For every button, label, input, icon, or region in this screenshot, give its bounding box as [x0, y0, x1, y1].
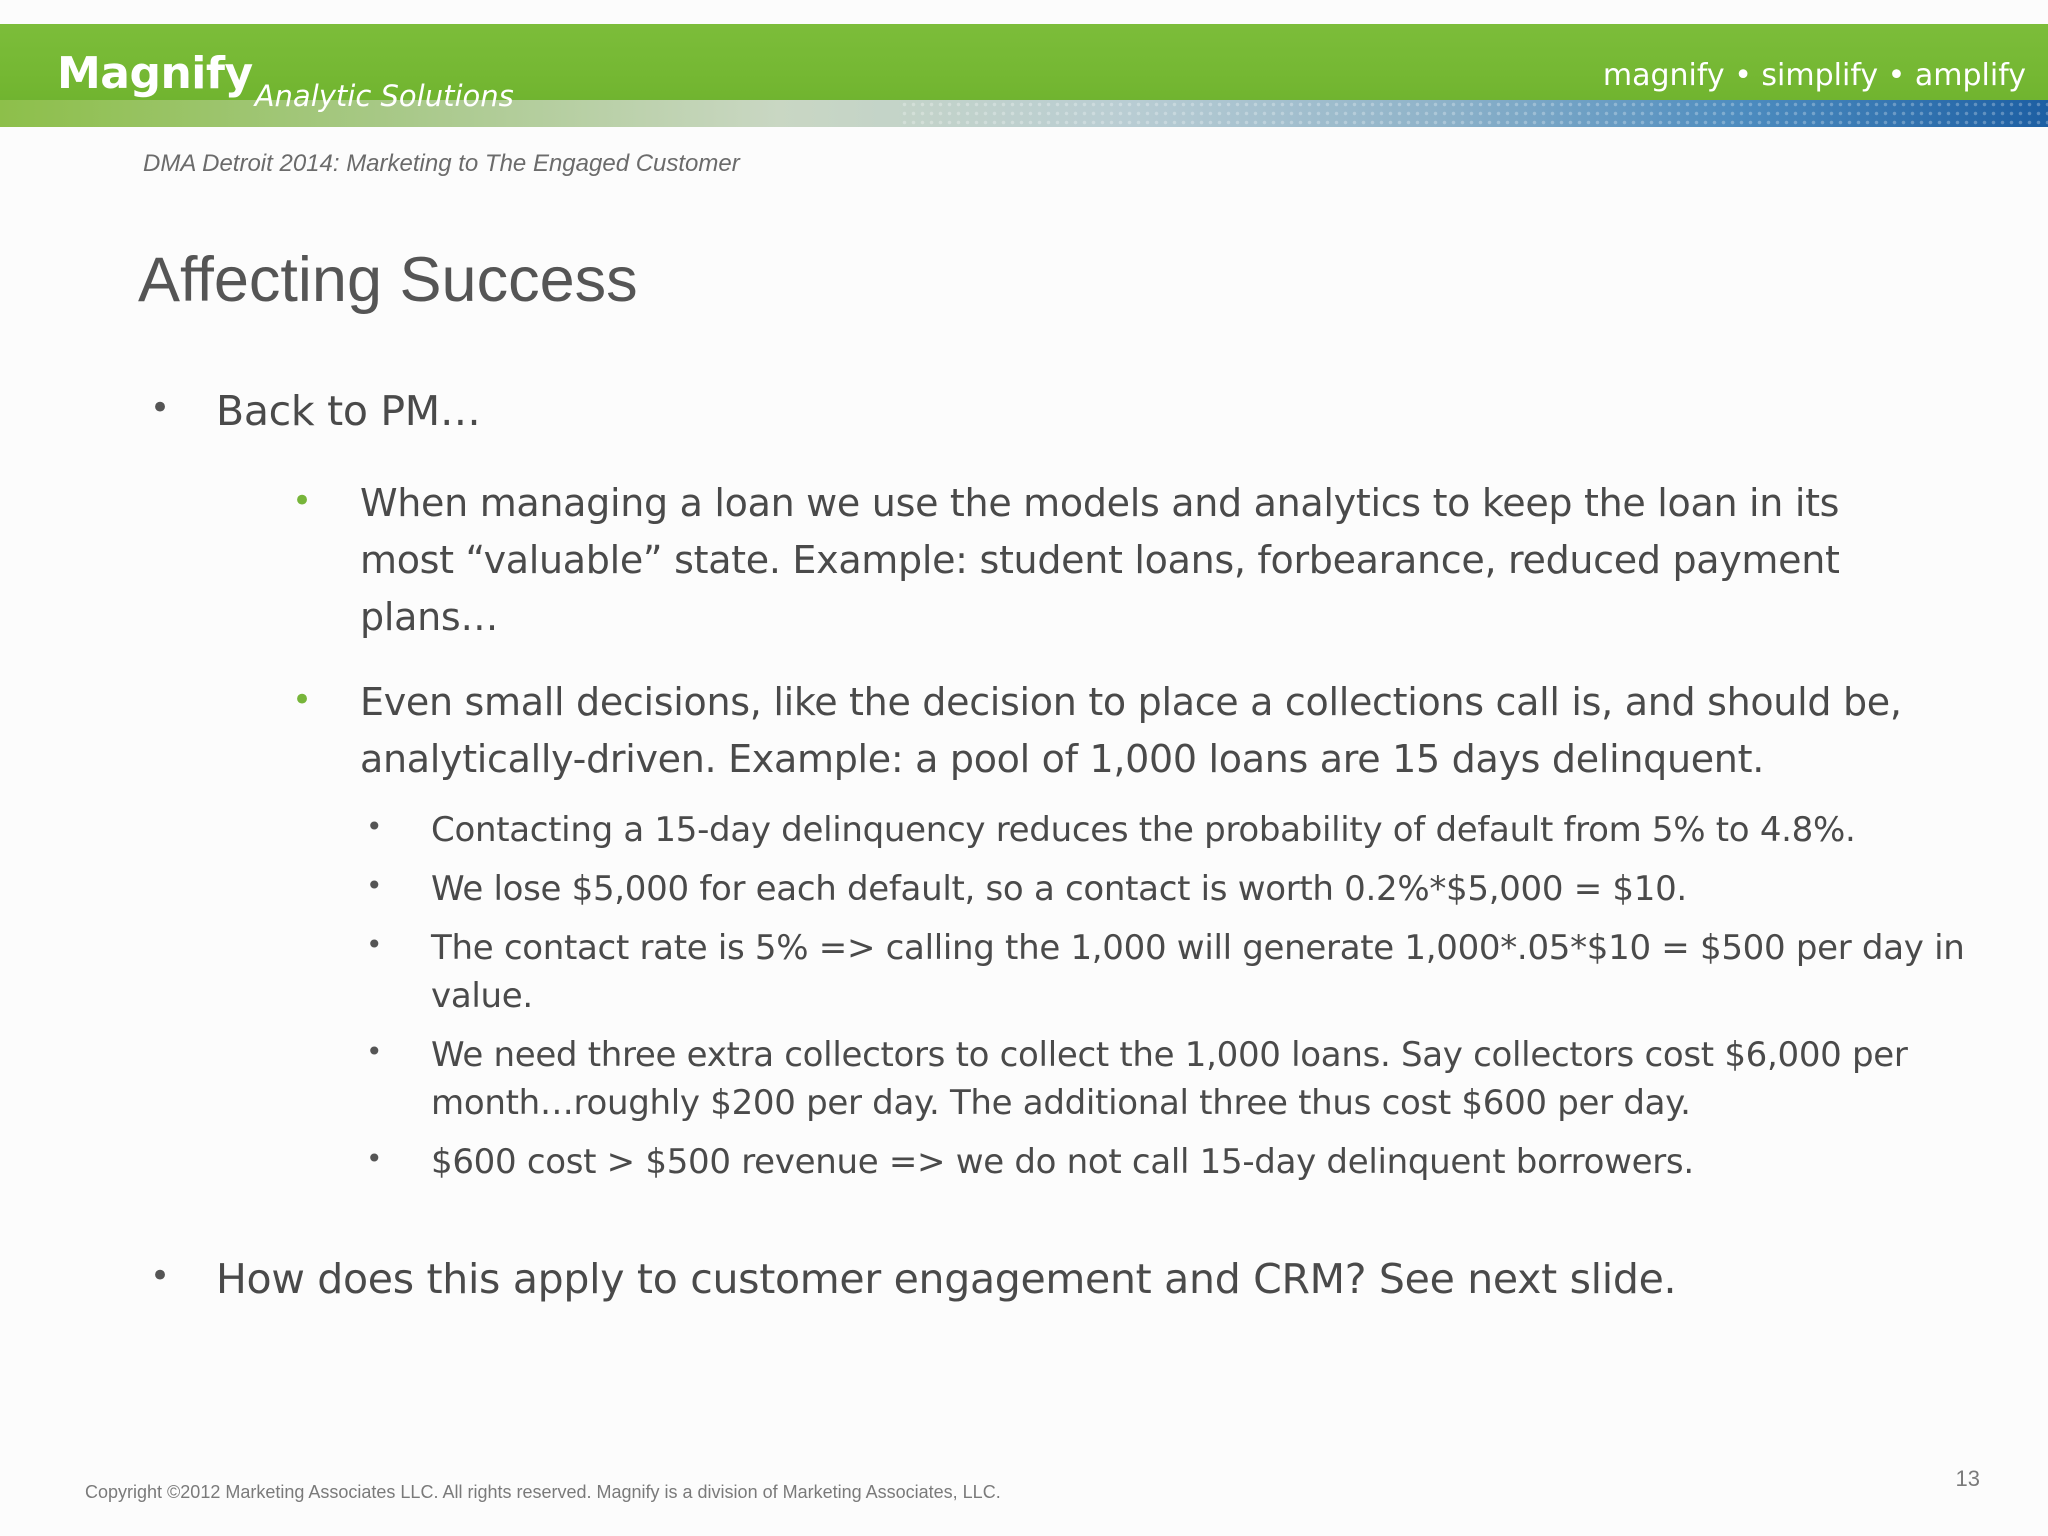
bullet-text: $600 cost > $500 revenue => we do not call 15-day delinquent borrowers. [431, 1142, 1694, 1182]
bullet-dot: • [366, 869, 383, 902]
bullet-dot: • [366, 810, 383, 843]
header-banner [0, 24, 2048, 127]
header-dot-pattern [900, 100, 2048, 127]
bullet-text: Back to PM… [216, 387, 481, 435]
bullet-text: Contacting a 15-day delinquency reduces the probability of default from 5% to 4.8%. [431, 810, 1856, 850]
bullet-dot: • [366, 928, 383, 961]
logo-sub-text: Analytic Solutions [254, 79, 514, 113]
bullet-dot: • [292, 680, 313, 720]
logo [57, 48, 514, 113]
bullet-text: How does this apply to customer engagement and CRM? See next slide. [216, 1255, 1677, 1303]
bullet-dot: • [292, 481, 313, 521]
bullet-text: When managing a loan we use the models and analytics to keep the loan in its most “valuable” state. Example: student loans, forbearance, reduced payment plans… [360, 481, 1840, 639]
bullet-text: We need three extra collectors to collect the 1,000 loans. Say collectors cost $6,000 per month…roughly $200 per day. The additional three thus cost $600 per day. [431, 1035, 1908, 1123]
bullet-text: We lose $5,000 for each default, so a contact is worth 0.2%*$5,000 = $10. [431, 869, 1687, 909]
bullet-dot: • [366, 1035, 383, 1068]
slide-subtitle: DMA Detroit 2014: Marketing to The Engaged Customer [143, 150, 740, 177]
bullet-dot: • [366, 1142, 383, 1175]
logo-main-text: Magnify [57, 48, 253, 99]
slide-title: Affecting Success [138, 245, 638, 315]
header-tagline: magnify • simplify • amplify [1602, 58, 2026, 93]
bullet-text: The contact rate is 5% => calling the 1,000 will generate 1,000*.05*$10 = $500 per day in value. [431, 928, 1965, 1016]
bullet-dot: • [150, 388, 171, 428]
footer-copyright: Copyright ©2012 Marketing Associates LLC. All rights reserved. Magnify is a division of Marketing Associates, LLC. [85, 1482, 1001, 1502]
bullet-dot: • [150, 1256, 171, 1296]
page-number: 13 [1955, 1466, 1980, 1491]
bullet-text: Even small decisions, like the decision to place a collections call is, and should be, analytically-driven. Example: a pool of 1,000 loans are 15 days delinquent. [360, 680, 1902, 781]
